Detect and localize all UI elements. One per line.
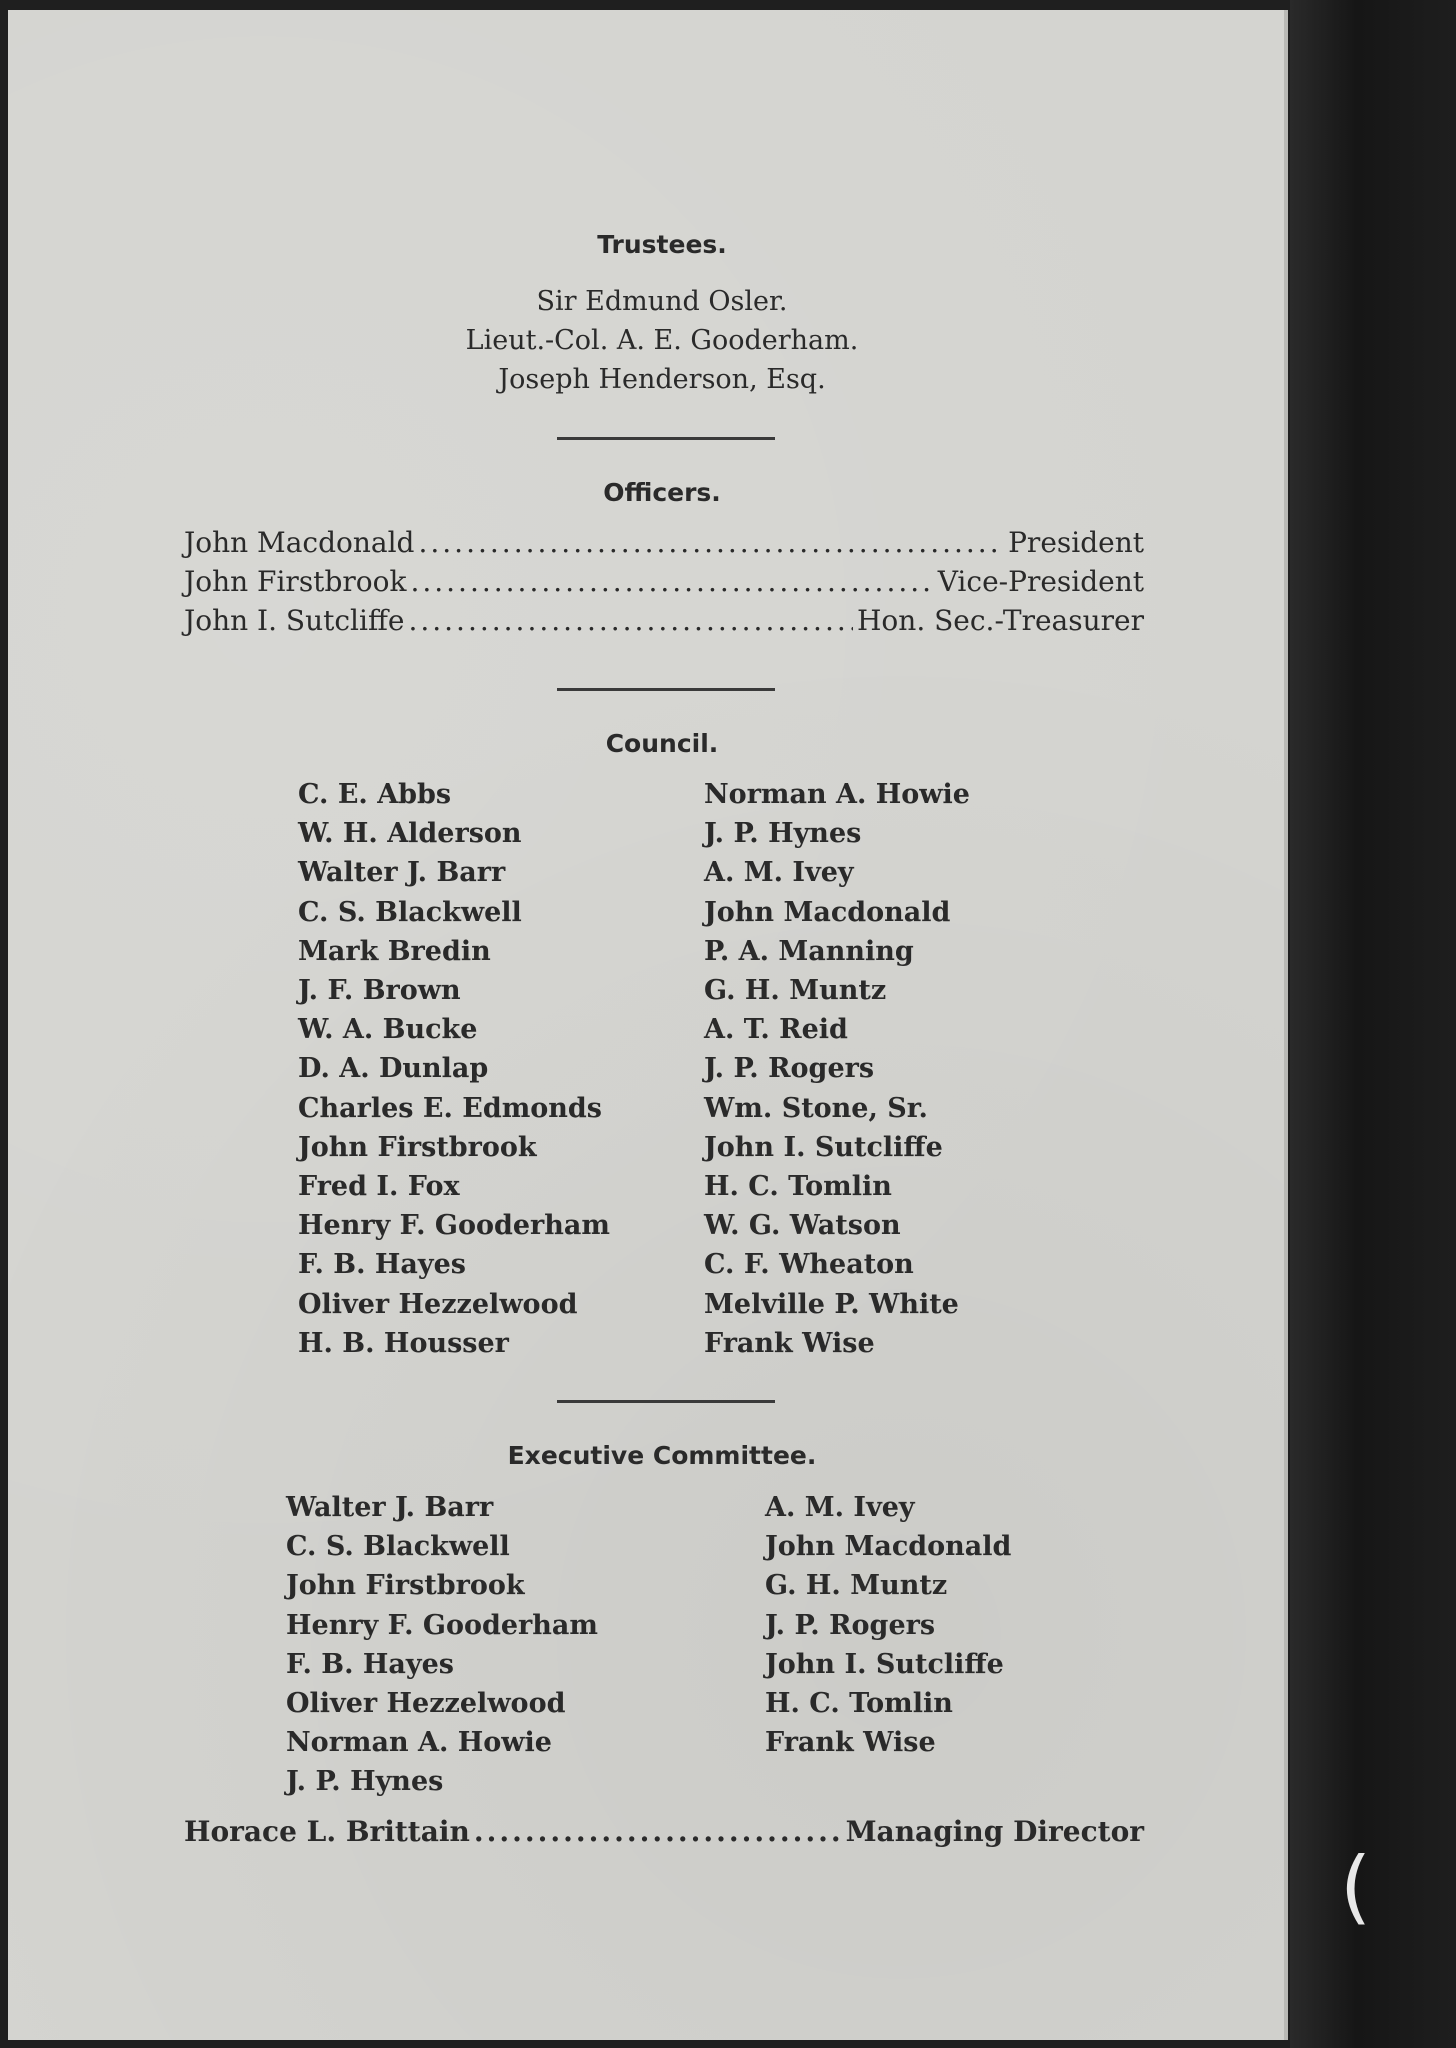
officer-name: John Firstbrook — [184, 565, 407, 598]
officers-heading: Officers. — [603, 478, 721, 507]
council-member: John Firstbrook — [298, 1131, 537, 1163]
council-member: C. F. Wheaton — [704, 1249, 914, 1281]
dot-leader — [410, 565, 933, 598]
trustee-name: Joseph Henderson, Esq. — [498, 364, 826, 395]
officer-title: Vice-President — [937, 565, 1144, 598]
executive-heading: Executive Committee. — [507, 1441, 817, 1470]
council-member: Frank Wise — [704, 1327, 875, 1359]
council-member: Henry F. Gooderham — [298, 1210, 610, 1242]
trustees-heading: Trustees. — [597, 230, 727, 259]
council-member: Charles E. Edmonds — [298, 1092, 603, 1124]
executive-member: Walter J. Barr — [286, 1492, 494, 1523]
council-member: Norman A. Howie — [704, 779, 970, 810]
council-member: F. B. Hayes — [298, 1249, 466, 1281]
council-member: D. A. Dunlap — [298, 1053, 489, 1085]
council-member: H. B. Housser — [298, 1327, 509, 1359]
council-member: A. M. Ivey — [704, 857, 854, 889]
executive-left-column — [286, 1488, 598, 1802]
council-member: Walter J. Barr — [298, 857, 506, 889]
executive-right-column — [765, 1488, 1011, 1762]
officer-name: John I. Sutcliffe — [184, 604, 405, 637]
council-member: Melville P. White — [704, 1288, 959, 1320]
council-right-column — [704, 775, 970, 1363]
executive-member: J. P. Rogers — [765, 1609, 936, 1641]
council-member: J. P. Rogers — [704, 1053, 875, 1085]
director-row — [184, 1815, 1144, 1853]
executive-member: J. P. Hynes — [286, 1766, 444, 1798]
dot-leader — [418, 526, 1004, 559]
executive-member: C. S. Blackwell — [286, 1531, 510, 1563]
council-member: W. H. Alderson — [298, 818, 522, 850]
officer-title: President — [1008, 526, 1144, 559]
executive-member: H. C. Tomlin — [765, 1688, 953, 1720]
officer-name: John Macdonald — [184, 526, 415, 559]
council-member: W. G. Watson — [704, 1210, 901, 1242]
director-name: Horace L. Brittain — [184, 1815, 470, 1848]
executive-member: A. M. Ivey — [765, 1492, 915, 1523]
council-member: John I. Sutcliffe — [704, 1131, 943, 1163]
dot-leader — [474, 1815, 842, 1848]
officer-row — [184, 565, 1144, 603]
executive-member: F. B. Hayes — [286, 1648, 454, 1680]
council-member: P. A. Manning — [704, 935, 914, 967]
executive-member: Frank Wise — [765, 1727, 936, 1759]
director-title: Managing Director — [845, 1815, 1144, 1848]
council-member: A. T. Reid — [704, 1014, 848, 1046]
council-member: C. E. Abbs — [298, 779, 452, 810]
council-member: J. F. Brown — [298, 975, 461, 1007]
council-member: Fred I. Fox — [298, 1171, 460, 1203]
executive-member: Norman A. Howie — [286, 1727, 552, 1759]
council-member: J. P. Hynes — [704, 818, 862, 850]
executive-member: Henry F. Gooderham — [286, 1609, 598, 1641]
section-divider — [557, 1400, 775, 1403]
dot-leader — [408, 604, 853, 637]
trustee-name: Lieut.-Col. A. E. Gooderham. — [465, 325, 859, 356]
council-member: Wm. Stone, Sr. — [704, 1092, 928, 1124]
executive-member: John I. Sutcliffe — [765, 1648, 1004, 1680]
council-member: H. C. Tomlin — [704, 1171, 892, 1203]
council-member: Mark Bredin — [298, 935, 491, 967]
officer-row — [184, 526, 1144, 564]
executive-member: John Macdonald — [765, 1531, 1012, 1563]
section-divider — [557, 688, 775, 691]
executive-member: G. H. Muntz — [765, 1570, 948, 1602]
council-member: G. H. Muntz — [704, 975, 887, 1007]
section-divider — [557, 437, 775, 440]
council-member: W. A. Bucke — [298, 1014, 478, 1046]
trustee-name: Sir Edmund Osler. — [536, 286, 788, 317]
officer-row — [184, 604, 1144, 642]
executive-member: Oliver Hezzelwood — [286, 1688, 566, 1720]
council-member: John Macdonald — [704, 896, 951, 928]
scratch-mark: ( — [1340, 1840, 1372, 1933]
council-heading: Council. — [605, 729, 719, 758]
executive-member: John Firstbrook — [286, 1570, 525, 1602]
council-member: C. S. Blackwell — [298, 896, 522, 928]
officer-title: Hon. Sec.-Treasurer — [857, 604, 1144, 637]
council-left-column — [298, 775, 610, 1363]
council-member: Oliver Hezzelwood — [298, 1288, 578, 1320]
